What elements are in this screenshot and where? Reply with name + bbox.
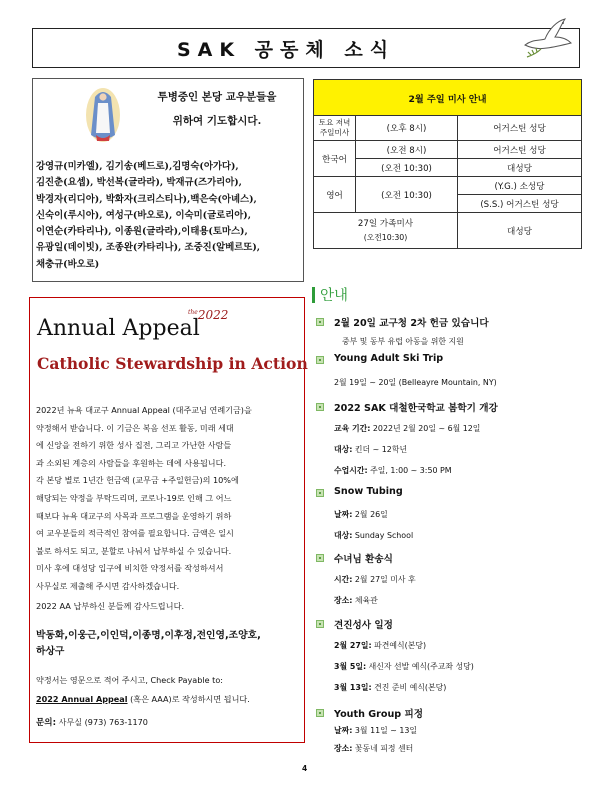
appeal-body-line: 때보다 뉴욕 대교구의 사목과 프로그램을 운영하기 위하 — [36, 510, 232, 521]
dove-icon — [519, 15, 573, 61]
mass-row-label: 한국어 — [314, 141, 356, 177]
announcement-detail — [334, 530, 413, 541]
prayer-names-line: 유광일(데이빗), 조종완(카타리나), 조중진(알베르또), — [36, 242, 261, 254]
mass-schedule-table — [313, 79, 582, 249]
appeal-body-line: 사무실로 제출해 주시면 감사하겠습니다. — [36, 580, 180, 591]
appeal-year-prefix: the — [188, 309, 198, 316]
bullet-icon — [316, 709, 324, 717]
announcement-detail — [334, 423, 480, 434]
appeal-contact — [36, 716, 148, 728]
mass-schedule-title: 2월 주일 미사 안내 — [314, 80, 582, 116]
announcement-detail — [334, 640, 426, 651]
virgin-mary-image — [83, 85, 123, 147]
detail-value: 꽃동네 피정 센터 — [352, 744, 414, 753]
detail-value: 3월 11일 ~ 13일 — [352, 726, 418, 735]
appeal-body-line: 약정해서 받습니다. 이 기금은 복음 선포 활동, 미래 세대 — [36, 422, 234, 433]
appeal-contact-label: 문의: — [36, 718, 57, 728]
mass-place: 어거스틴 성당 — [458, 141, 582, 159]
appeal-donors-line: 박동화,이웅근,이인덕,이종명,이후정,전인영,조양호, — [36, 630, 261, 641]
announcement-title: Youth Group 피정 — [334, 709, 424, 720]
appeal-payable-rest: (혹은 AAA)로 작성하시면 됩니다. — [127, 694, 250, 704]
newsletter-header — [32, 28, 580, 68]
detail-label: 날짜: — [334, 510, 353, 519]
announcement-title: 수녀님 환송식 — [334, 554, 393, 565]
appeal-body-line: 과 소외된 계층의 사람들을 후원하는 데에 사용됩니다. — [36, 457, 227, 468]
detail-label: 시간: — [334, 575, 353, 584]
detail-label: 대상: — [334, 531, 353, 540]
detail-value: 2월 27일 미사 후 — [352, 575, 416, 584]
announcement-detail: 2월 19일 ~ 20일 (Belleayre Mountain, NY) — [334, 378, 497, 387]
detail-label: 교육 기간: — [334, 424, 371, 433]
detail-value: 2022년 2월 20일 ~ 6월 12일 — [370, 424, 481, 433]
appeal-title: Annual Appeal — [37, 316, 200, 341]
mass-row-label: 토요 저녁 주일미사 — [314, 116, 356, 141]
detail-label: 2월 27일: — [334, 641, 372, 650]
appeal-donors — [36, 628, 261, 660]
detail-value: 새신자 선발 예식(주교좌 성당) — [366, 662, 474, 671]
appeal-body-line: 불로 하셔도 되고, 분할로 나눠서 납부하실 수 있습니다. — [36, 545, 232, 556]
detail-value: 파견예식(본당) — [371, 641, 427, 650]
appeal-body-line: 여 교우분들의 적극적인 참여를 필요합니다. 금액은 일시 — [36, 528, 234, 539]
family-mass-time: (오전10:30) — [363, 232, 408, 242]
detail-label: 3월 5일: — [334, 662, 367, 671]
bullet-icon — [316, 403, 324, 411]
appeal-body-line: 해당되는 약정을 부탁드리며, 코로나-19로 인해 그 어느 — [36, 492, 232, 503]
family-mass-date: 27일 가족미사 — [357, 218, 414, 229]
detail-value: Sunday School — [352, 531, 414, 540]
announcement-heading: 안내 — [320, 288, 349, 304]
bullet-icon — [316, 620, 324, 628]
announcement-detail — [334, 743, 413, 754]
bullet-icon — [316, 318, 324, 326]
detail-value: 체육관 — [352, 596, 378, 605]
detail-label: 수업시간: — [334, 466, 368, 475]
appeal-form-instruction: 약정서는 영문으로 적어 주시고, Check Payable to: — [36, 675, 223, 685]
prayer-names-line: 김진춘(요셉), 박선복(글라라), 박재규(즈가리아), — [36, 177, 242, 189]
announcement-detail — [334, 661, 474, 672]
appeal-donors-line: 하상구 — [36, 646, 65, 657]
prayer-names-line: 신숙이(루시아), 여성구(바오로), 이숙미(글로리아), — [36, 209, 252, 221]
appeal-body-line: 2022년 뉴욕 대교구 Annual Appeal (대주교님 연례기금)을 — [36, 405, 252, 415]
announcement-detail — [334, 574, 416, 585]
page-title: SAK 공동체 소식 — [176, 39, 396, 61]
mass-time: (오후 8시) — [356, 116, 458, 141]
detail-label: 대상: — [334, 445, 353, 454]
mass-time: (오전 10:30) — [356, 177, 458, 213]
announcement-detail — [334, 509, 388, 520]
appeal-body-line: 에 신앙을 전하기 위한 성사 집전, 그리고 가난한 사람들 — [36, 440, 232, 451]
mass-place: 어거스틴 성당 — [458, 116, 582, 141]
announcement-detail: 중부 및 동부 유럽 아동을 위한 지원 — [342, 337, 464, 346]
announcement-title: 견진성사 일정 — [334, 620, 393, 631]
mass-place: 대성당 — [458, 213, 582, 249]
page-number: 4 — [302, 764, 308, 773]
mass-place: 대성당 — [458, 159, 582, 177]
announcement-detail — [334, 595, 378, 606]
family-mass-label — [314, 213, 458, 249]
prayer-names-line: 강영규(미카엘), 김기송(베드로),김명숙(아가다), — [36, 161, 239, 172]
announcement-title: 2월 20일 교구청 2차 헌금 있습니다 — [334, 318, 489, 329]
prayer-intro-line2: 위하여 기도합시다. — [172, 115, 262, 127]
annual-appeal-box — [29, 297, 308, 743]
mass-place: (Y.G.) 소성당 — [458, 177, 582, 195]
detail-label: 장소: — [334, 744, 353, 753]
appeal-body-line: 각 본당 별로 1년간 헌금액 (교무금 +주일헌금)의 10%에 — [36, 475, 239, 486]
mass-time: (오전 8시) — [356, 141, 458, 159]
detail-label: 장소: — [334, 596, 353, 605]
appeal-body-line: 미사 후에 대성당 입구에 비치한 약정서를 작성하셔서 — [36, 563, 224, 574]
detail-label: 3월 13일: — [334, 683, 372, 692]
announcement-detail — [334, 444, 407, 455]
mass-row-label: 영어 — [314, 177, 356, 213]
detail-value: 견진 준비 예식(본당) — [371, 683, 447, 692]
detail-value: 2월 26일 — [352, 510, 388, 519]
announcement-detail — [334, 682, 446, 693]
prayer-names-line: 채충규(바오로) — [36, 258, 100, 270]
prayer-names-line: 이연순(카타리나), 이종원(글라라),이태용(토마스), — [36, 226, 248, 238]
announcement-title: Snow Tubing — [334, 486, 403, 497]
announcement-detail — [334, 725, 417, 736]
appeal-payable-name: 2022 Annual Appeal — [36, 694, 128, 704]
prayer-names-line: 박경자(리디아), 박화자(크리스티나),백은숙(아녜스), — [36, 193, 257, 205]
bullet-icon — [316, 356, 324, 364]
detail-value: 주일, 1:00 ~ 3:50 PM — [367, 466, 452, 475]
appeal-year-value: 2022 — [197, 308, 229, 322]
mass-place: (S.S.) 어거스틴 성당 — [458, 195, 582, 213]
appeal-contact-value: 사무실 (973) 763-1170 — [56, 717, 148, 727]
announcement-detail — [334, 465, 452, 476]
detail-value: 킨더 ~ 12학년 — [352, 445, 408, 454]
appeal-body — [36, 402, 302, 596]
bullet-icon — [316, 489, 324, 497]
prayer-names-list — [36, 159, 304, 273]
mass-time: (오전 10:30) — [356, 159, 458, 177]
appeal-form-payable — [36, 694, 250, 705]
prayer-request-box — [32, 78, 304, 282]
detail-label: 날짜: — [334, 726, 353, 735]
bullet-icon — [316, 554, 324, 562]
announcement-title: Young Adult Ski Trip — [334, 353, 444, 364]
appeal-thanks: 2022 AA 납부하신 분들께 감사드립니다. — [36, 601, 185, 611]
prayer-intro-line1: 투병중인 본당 교우분들을 — [157, 91, 277, 103]
announcement-title: 2022 SAK 대철한국학교 봄학기 개강 — [334, 403, 498, 414]
announcement-heading-bar — [312, 287, 315, 303]
appeal-subtitle: Catholic Stewardship in Action — [37, 354, 308, 373]
